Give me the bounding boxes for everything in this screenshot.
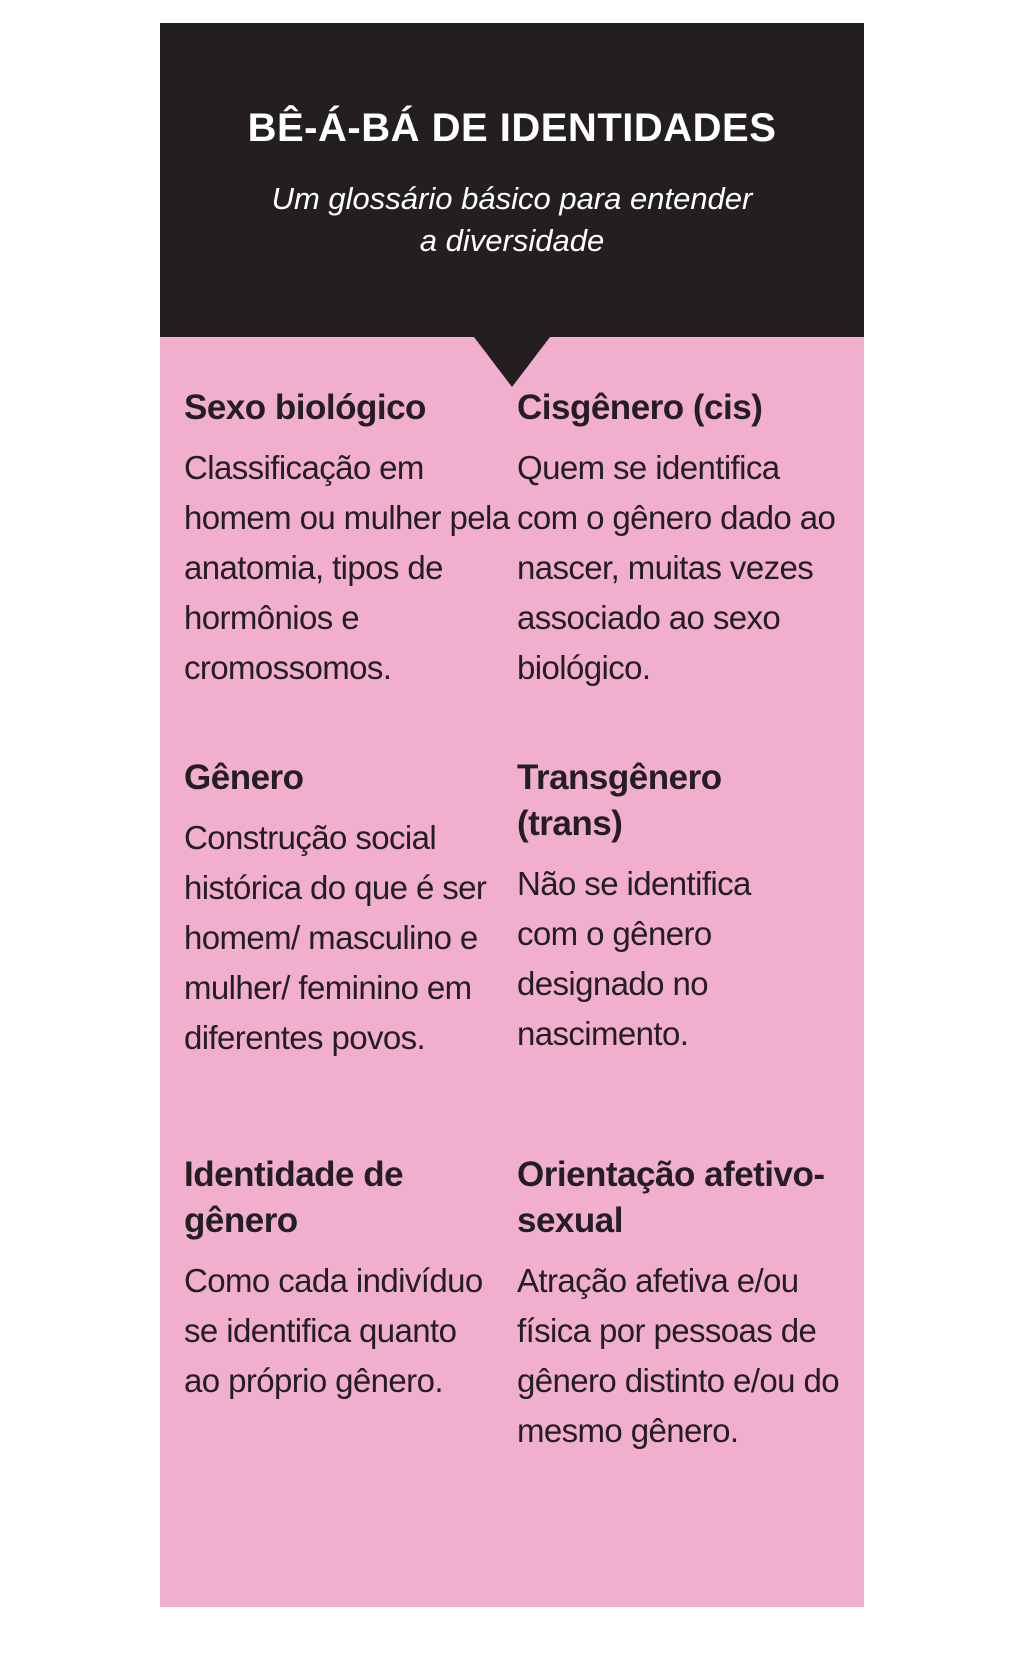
entry-definition: Quem se identifica com o gênero dado ao nascer, muitas vezes associado ao sexo biológico. (517, 449, 836, 686)
glossary-card (160, 23, 864, 1607)
entry-definition: Não se identifica com o gênero designado no nascimento. (517, 865, 751, 1052)
entry-term: Cisgênero (cis) (517, 388, 763, 427)
subtitle-line-1: Um glossário básico para entender (271, 181, 753, 216)
entry-term: Identidade de gênero (184, 1155, 404, 1240)
entry-definition: Classificação em homem ou mulher pela anatomia, tipos de hormônios e cromossomos. (184, 449, 510, 686)
glossary-header (160, 23, 864, 337)
entry-term: Gênero (184, 758, 304, 797)
entry-definition: Construção social histórica do que é ser homem/ masculino e mulher/ feminino em diferentes povos. (184, 819, 487, 1056)
entry-orientacao-afetivo-sexual (517, 1152, 847, 1456)
entry-sexo-biologico (184, 385, 514, 693)
subtitle-line-2: a diversidade (419, 223, 605, 258)
entry-term: Sexo biológico (184, 388, 426, 427)
entry-definition: Como cada indivíduo se identifica quanto ao próprio gênero. (184, 1262, 483, 1399)
entry-definition: Atração afetiva e/ou física por pessoas de gênero distinto e/ou do mesmo gênero. (517, 1262, 839, 1449)
entry-term: Orientação afetivo-sexual (517, 1155, 825, 1240)
entry-term: Transgênero (trans) (517, 758, 722, 843)
header-pointer-triangle (474, 337, 550, 387)
entry-identidade-de-genero (184, 1152, 484, 1406)
glossary-subtitle (220, 178, 804, 262)
entry-cisgenero (517, 385, 847, 693)
glossary-title: BÊ-Á-BÁ DE IDENTIDADES (247, 106, 777, 150)
entry-genero (184, 755, 514, 1063)
entry-transgenero (517, 755, 807, 1059)
